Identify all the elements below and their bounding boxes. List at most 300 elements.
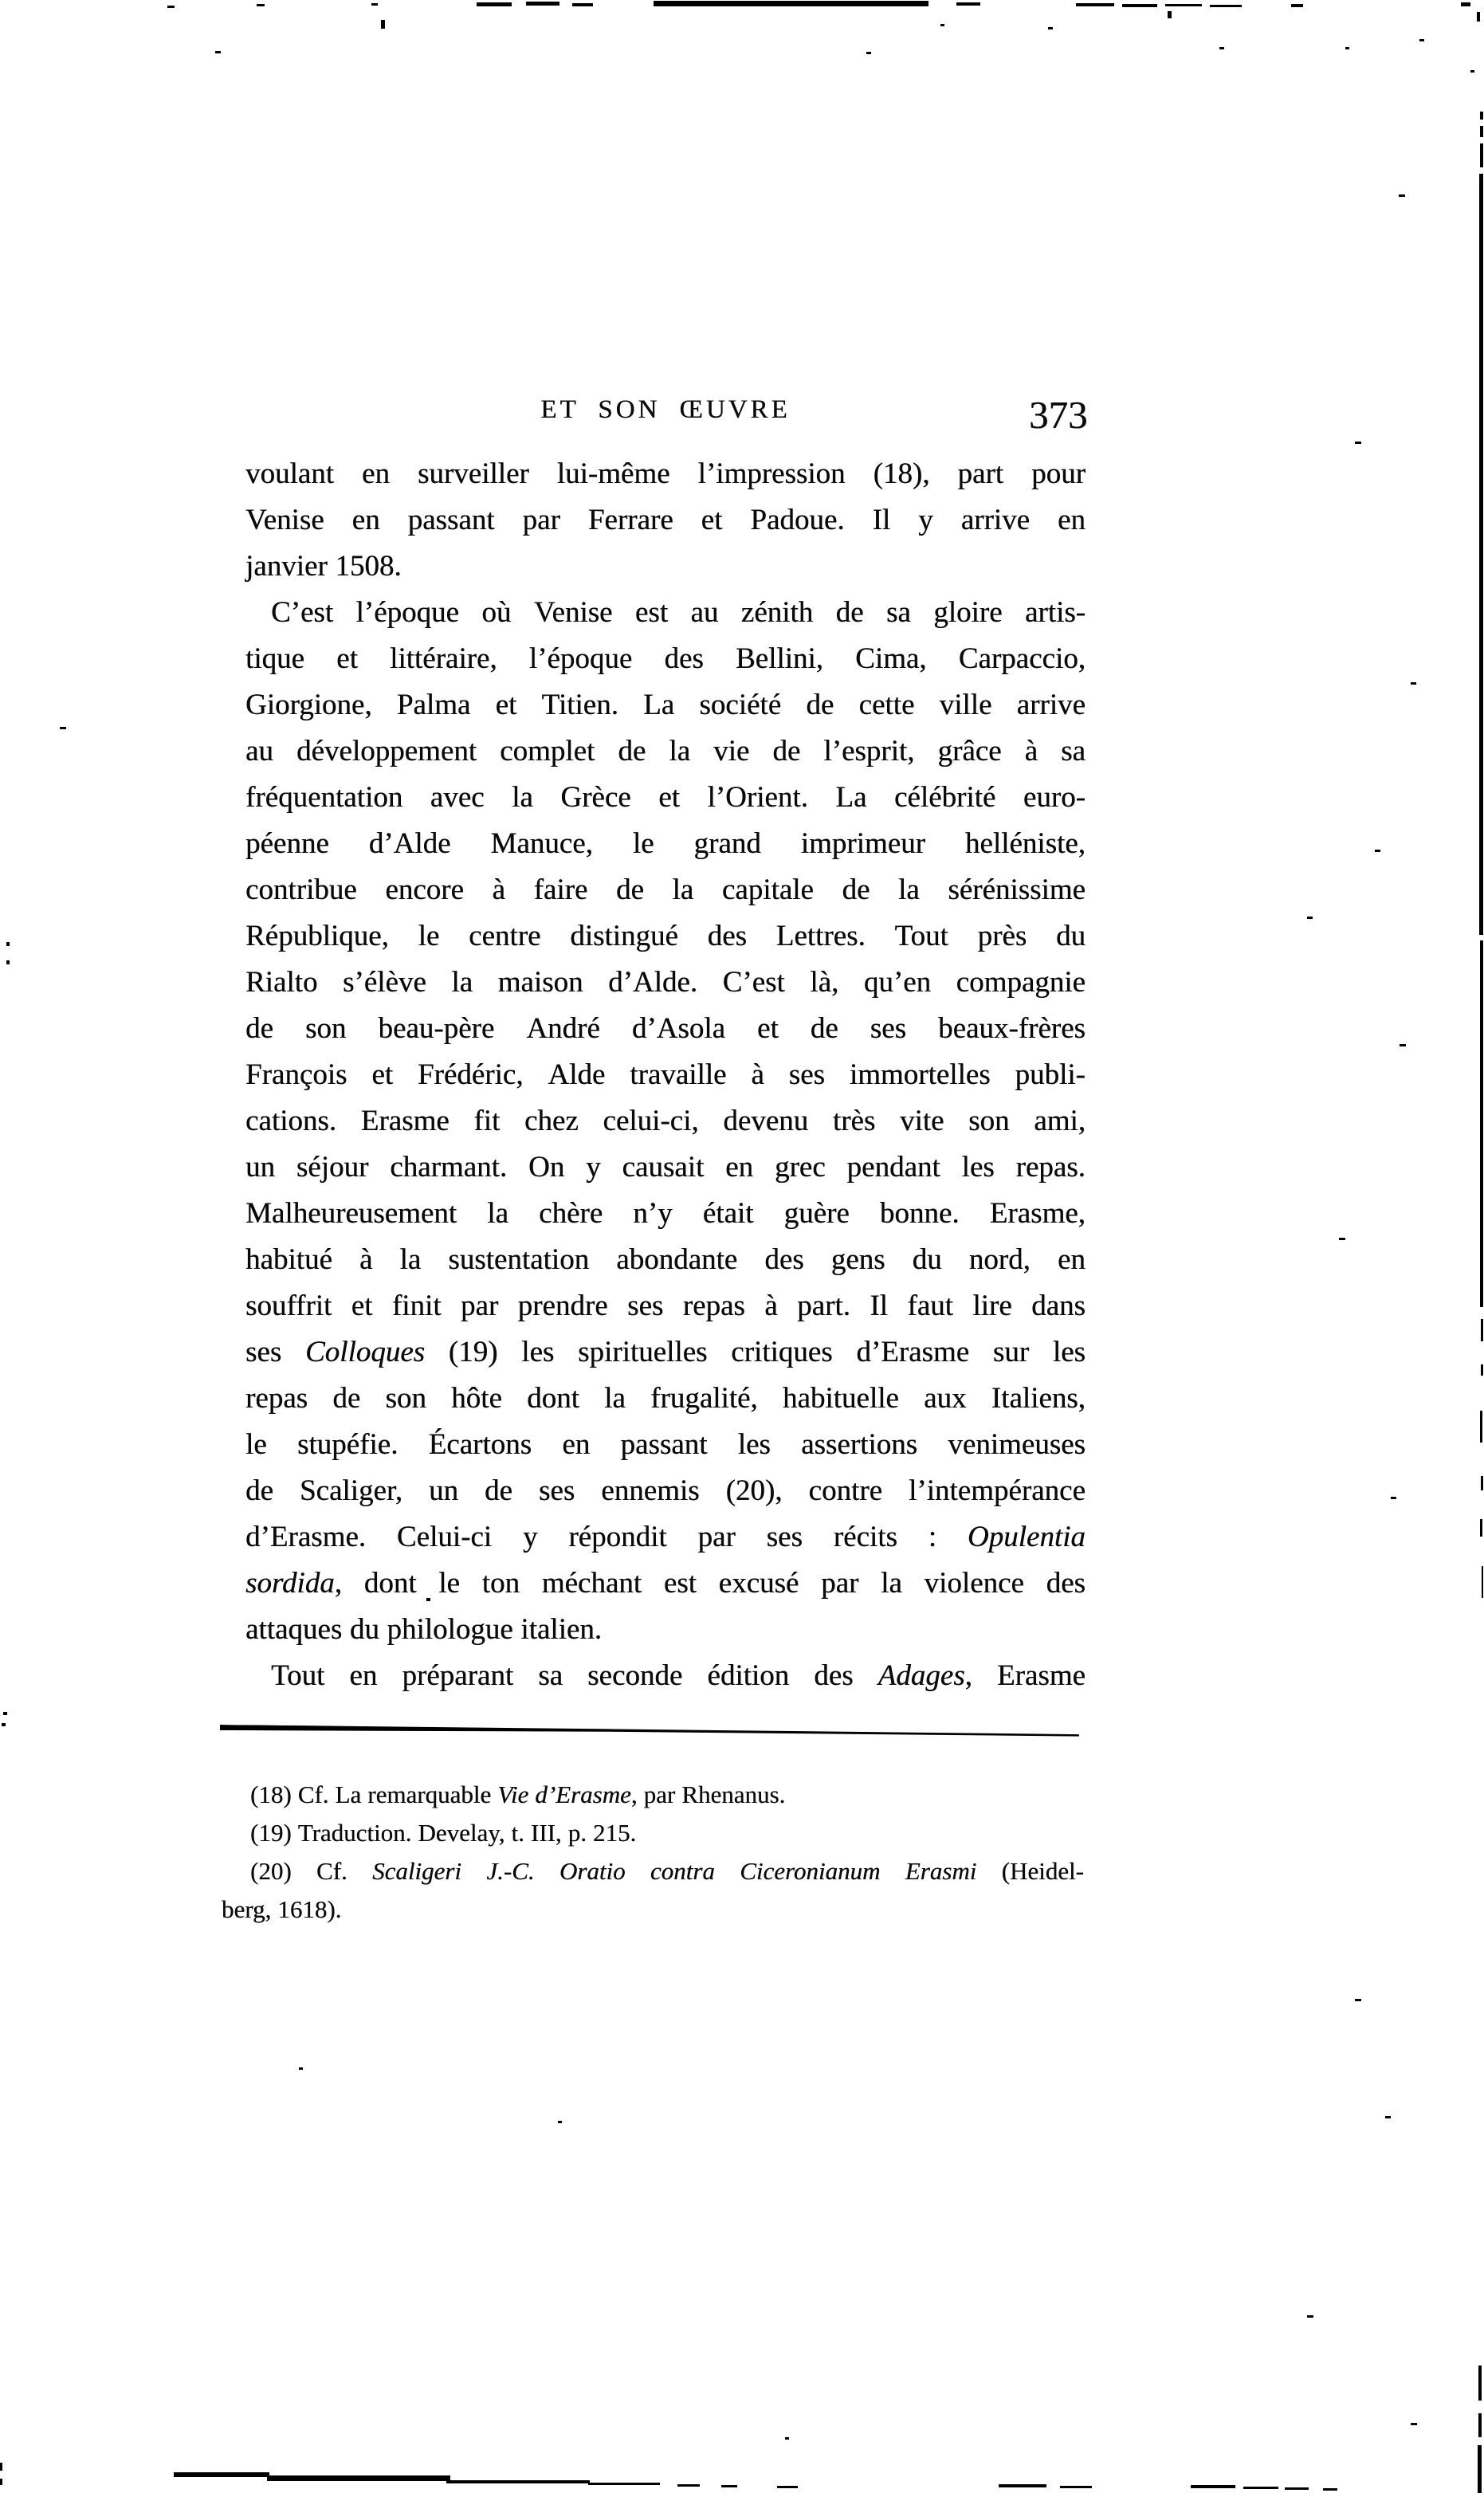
word: du <box>912 1243 942 1276</box>
word: Cf. <box>316 1857 347 1885</box>
word: t. <box>511 1819 524 1847</box>
word: Grèce <box>560 781 631 814</box>
word: son <box>385 1382 426 1415</box>
text-line <box>222 1814 1084 1852</box>
word: d’Alde. <box>608 966 698 999</box>
word: sordida, <box>245 1567 342 1600</box>
word: et <box>336 642 358 675</box>
word: célébrité <box>893 781 996 814</box>
word: d’Alde <box>368 827 451 860</box>
word: Tout <box>271 1659 325 1692</box>
scan-noise-mark <box>3 1712 7 1715</box>
scan-noise-mark <box>371 3 378 6</box>
word: habituelle <box>782 1382 899 1415</box>
word: y <box>522 1521 538 1553</box>
word: prendre <box>517 1290 608 1322</box>
word: gens <box>830 1243 885 1276</box>
word: par <box>460 1290 499 1322</box>
scan-noise-mark <box>1477 12 1480 22</box>
word: séjour <box>296 1151 369 1184</box>
text-line <box>245 1237 1086 1283</box>
word: 1508. <box>335 550 402 583</box>
word: la <box>669 735 691 768</box>
scan-noise-mark <box>1307 2315 1313 2318</box>
word: en <box>1058 504 1086 536</box>
word: imprimeur <box>800 827 925 860</box>
word: Oratio <box>559 1857 626 1885</box>
word: Palma <box>396 689 471 721</box>
word: de <box>835 596 864 629</box>
word: Il <box>870 1290 888 1322</box>
word: à <box>492 874 505 906</box>
word: sérénissime <box>948 874 1086 906</box>
word: très <box>832 1105 876 1137</box>
word: travaille <box>630 1058 727 1091</box>
word: est <box>634 596 669 629</box>
text-line <box>245 1422 1086 1468</box>
word: André <box>526 1012 600 1045</box>
word: et <box>495 689 517 721</box>
text-line <box>245 1376 1086 1422</box>
word: le <box>438 1567 460 1600</box>
word: un <box>245 1151 275 1184</box>
word: l’Orient. <box>707 781 808 814</box>
scan-noise-mark <box>1307 917 1313 919</box>
word: maison <box>497 966 583 999</box>
word: son <box>304 1012 347 1045</box>
scan-noise-mark <box>257 4 265 6</box>
scan-noise-mark <box>1339 1238 1345 1240</box>
scan-noise-mark <box>1478 2365 1482 2401</box>
word: ses <box>788 1058 825 1091</box>
word: Venise <box>533 596 613 629</box>
word: du <box>1056 920 1086 952</box>
word: pendant <box>846 1151 940 1184</box>
word: de <box>806 689 834 721</box>
word: souffrit <box>245 1290 332 1322</box>
scan-noise-mark <box>1400 1044 1406 1046</box>
word: complet <box>500 735 595 768</box>
word: devenu <box>723 1105 809 1137</box>
word: charmant. <box>390 1151 508 1184</box>
word: La <box>835 781 867 814</box>
word: Scaliger, <box>299 1474 402 1507</box>
word: voulant <box>245 457 334 490</box>
scan-noise-mark <box>588 2483 660 2485</box>
word: d’Erasme. <box>245 1521 367 1553</box>
word: et <box>351 1290 373 1322</box>
word: contre <box>808 1474 882 1507</box>
word: de <box>332 1382 361 1415</box>
word: sa <box>538 1659 563 1692</box>
word: beaux-frères <box>938 1012 1086 1045</box>
word: l’époque <box>355 596 459 629</box>
word: et <box>701 504 723 536</box>
word: sa <box>1061 735 1086 768</box>
word: venimeuses <box>948 1428 1086 1461</box>
scan-noise-mark <box>1210 5 1242 7</box>
word: là, <box>810 966 839 999</box>
word: grâce <box>937 735 1002 768</box>
scan-noise-mark <box>572 3 593 6</box>
word: de <box>618 735 646 768</box>
scan-noise-mark <box>167 6 175 8</box>
word: en <box>725 1151 754 1184</box>
word: chère <box>539 1197 603 1230</box>
scan-noise-mark <box>1480 940 1483 1307</box>
word: habitué <box>245 1243 332 1276</box>
scan-noise-mark <box>6 942 10 946</box>
text-line <box>245 682 1086 728</box>
scan-noise-mark <box>2 1723 6 1726</box>
footnotes-block <box>222 1776 1084 1929</box>
scan-noise-mark <box>267 2475 450 2481</box>
scan-noise-mark <box>558 2121 562 2123</box>
word: immortelles <box>849 1058 991 1091</box>
word: Erasmi <box>905 1857 977 1885</box>
word: où <box>481 596 512 629</box>
word: de <box>615 874 644 906</box>
word: spirituelles <box>578 1336 708 1368</box>
word: arrive <box>960 504 1031 536</box>
scan-noise-mark <box>654 1 928 6</box>
word: d’Erasme <box>856 1336 970 1368</box>
word: causait <box>622 1151 705 1184</box>
word: préparant <box>402 1659 514 1692</box>
word: contribue <box>245 874 357 906</box>
word: est <box>663 1567 697 1600</box>
scan-noise-mark <box>721 2485 737 2487</box>
word: violence <box>924 1567 1024 1600</box>
word: Cima, <box>855 642 927 675</box>
text-line <box>245 544 1086 590</box>
word: 215. <box>592 1819 637 1847</box>
text-line <box>245 867 1086 913</box>
word: vie <box>713 735 750 768</box>
scan-noise-mark <box>940 24 944 26</box>
word: la <box>399 1243 422 1276</box>
word: des <box>1046 1567 1086 1600</box>
word: Traduction. <box>297 1819 412 1847</box>
word: Titien. <box>541 689 618 721</box>
word: distingué <box>570 920 678 952</box>
word: au <box>690 596 719 629</box>
word: un <box>429 1474 458 1507</box>
word: par <box>697 1521 736 1553</box>
scan-noise-mark <box>1243 2487 1278 2489</box>
word: cette <box>858 689 915 721</box>
word: la <box>512 781 533 814</box>
scan-noise-mark <box>299 2067 303 2070</box>
text-line <box>245 1283 1086 1329</box>
scan-noise-mark <box>1060 2486 1092 2488</box>
word: repas <box>682 1290 745 1322</box>
word: seconde <box>587 1659 683 1692</box>
word: des <box>814 1659 854 1692</box>
word: de <box>810 1012 838 1045</box>
word: Giorgione, <box>245 689 372 721</box>
word: janvier <box>245 550 328 583</box>
word: et <box>757 1012 779 1045</box>
word: en <box>349 1659 378 1692</box>
scan-noise-mark <box>1470 70 1474 73</box>
text-line <box>245 775 1086 821</box>
scan-noise-mark <box>1399 194 1405 197</box>
scan-noise-mark <box>1355 1999 1361 2001</box>
word: (19) <box>250 1819 292 1847</box>
word: Adages, <box>877 1659 972 1692</box>
word: péenne <box>245 827 329 860</box>
word: Malheureusement <box>245 1197 457 1230</box>
word: la <box>604 1382 626 1415</box>
scan-noise-mark <box>1480 112 1483 120</box>
word: les <box>737 1428 771 1461</box>
page-number: 373 <box>1029 393 1088 437</box>
word: d’Asola <box>631 1012 725 1045</box>
word: répondit <box>568 1521 667 1553</box>
scan-noise-mark <box>1480 1519 1482 1537</box>
word: (20), <box>725 1474 783 1507</box>
scan-noise-mark <box>477 2 512 6</box>
word: n’y <box>633 1197 673 1230</box>
word: Tout <box>894 920 948 952</box>
word: les <box>521 1336 555 1368</box>
scan-noise-mark <box>1391 1497 1396 1499</box>
scan-noise-mark <box>1345 47 1349 49</box>
text-line <box>222 1776 1084 1814</box>
text-line <box>245 728 1086 775</box>
word: III, <box>530 1819 562 1847</box>
scan-noise-mark <box>1479 174 1483 935</box>
word: tique <box>245 642 304 675</box>
word: Vie <box>497 1780 529 1808</box>
word: nord, <box>968 1243 1031 1276</box>
word: les <box>1052 1336 1086 1368</box>
word: La <box>335 1780 362 1808</box>
word: par <box>643 1780 676 1808</box>
word: vite <box>899 1105 944 1137</box>
text-line <box>245 821 1086 867</box>
scan-noise-mark <box>1122 4 1157 7</box>
word: Venise <box>245 504 324 536</box>
word: (Heidel- <box>1001 1857 1084 1885</box>
word: publi- <box>1015 1058 1086 1091</box>
scan-noise-mark <box>1411 2423 1417 2425</box>
word: faire <box>533 874 588 906</box>
word: des <box>707 920 747 952</box>
word: ses <box>627 1290 664 1322</box>
scan-noise-mark <box>0 2463 2 2471</box>
scan-noise-mark <box>446 2480 590 2483</box>
word: abondante <box>616 1243 738 1276</box>
scan-noise-mark <box>60 727 66 729</box>
word: bonne. <box>879 1197 960 1230</box>
scan-noise-mark <box>1480 1411 1482 1443</box>
word: C’est <box>722 966 785 999</box>
word: Cf. <box>297 1780 329 1808</box>
scan-noise-mark <box>1355 442 1361 444</box>
word: philologue <box>387 1613 513 1646</box>
word: littéraire, <box>390 642 497 675</box>
text-line <box>245 1191 1086 1237</box>
word: fréquentation <box>245 781 403 814</box>
word: en <box>362 457 390 490</box>
text-line <box>245 451 1086 497</box>
word: C’est <box>271 596 334 629</box>
scan-noise-mark <box>1481 1319 1483 1341</box>
text-line <box>245 1514 1086 1561</box>
word: au <box>245 735 273 768</box>
word: Ciceronianum <box>740 1857 881 1885</box>
word: l’esprit, <box>823 735 915 768</box>
word: Erasme, <box>989 1197 1086 1230</box>
word: chez <box>524 1105 579 1137</box>
text-line <box>245 960 1086 1006</box>
scan-noise-mark <box>426 1598 430 1601</box>
scan-noise-mark <box>956 2 980 6</box>
scan-noise-mark <box>1168 11 1172 18</box>
word: guère <box>783 1197 850 1230</box>
word: Rhenanus. <box>681 1780 786 1808</box>
scan-noise-mark <box>1385 2116 1391 2118</box>
text-line <box>245 636 1086 682</box>
scan-noise-mark <box>1291 4 1303 7</box>
word: des <box>664 642 704 675</box>
word: de <box>245 1474 273 1507</box>
word: Rialto <box>245 966 318 999</box>
word: J.-C. <box>486 1857 535 1885</box>
word: à <box>359 1243 373 1276</box>
word: compagnie <box>956 966 1086 999</box>
scan-noise-mark <box>1191 2485 1235 2488</box>
word: la <box>881 1567 902 1600</box>
scan-noise-mark <box>1076 3 1114 6</box>
word: (18) <box>250 1780 292 1808</box>
word: et <box>371 1058 394 1091</box>
word: (19) <box>448 1336 498 1368</box>
word: ses <box>539 1474 575 1507</box>
text-line <box>222 1890 1084 1929</box>
word: lire <box>972 1290 1012 1322</box>
word: faut <box>907 1290 953 1322</box>
word: ses <box>870 1012 907 1045</box>
scan-noise-mark <box>1323 2488 1337 2491</box>
scan-noise-mark <box>777 2486 798 2488</box>
word: passant <box>407 504 495 536</box>
word: Erasme <box>996 1659 1086 1692</box>
word: passant <box>620 1428 708 1461</box>
word: repas. <box>1015 1151 1086 1184</box>
text-line <box>245 1329 1086 1376</box>
word: Bellini, <box>735 642 823 675</box>
word: ses <box>245 1336 282 1368</box>
word: société <box>699 689 782 721</box>
scan-noise-mark <box>1481 1476 1483 1490</box>
scan-noise-mark <box>1478 2413 1482 2437</box>
scan-noise-mark <box>866 52 871 54</box>
word: cations. <box>245 1105 337 1137</box>
text-line <box>245 590 1086 636</box>
word: euro- <box>1023 781 1086 814</box>
word: surveiller <box>417 457 529 490</box>
word: de <box>772 735 801 768</box>
word: grand <box>693 827 761 860</box>
word: d’Erasme, <box>535 1780 638 1808</box>
word: le <box>245 1428 267 1461</box>
word: critiques <box>731 1336 833 1368</box>
text-line <box>245 1006 1086 1052</box>
scan-noise-mark <box>1419 39 1424 41</box>
word: s’élève <box>343 966 426 999</box>
word: à <box>1024 735 1038 768</box>
word: La <box>643 689 675 721</box>
scan-noise-mark <box>1285 2487 1309 2490</box>
word: assertions <box>801 1428 918 1461</box>
word: beau-père <box>378 1012 495 1045</box>
word: à <box>764 1290 778 1322</box>
word: Frédéric, <box>417 1058 524 1091</box>
word: Ferrare <box>587 504 673 536</box>
running-header-title: ET SON ŒUVRE <box>540 395 791 424</box>
word: Il <box>872 504 891 536</box>
word: attaques <box>245 1613 343 1646</box>
word: ami, <box>1034 1105 1086 1137</box>
word: qu’en <box>863 966 932 999</box>
word: des <box>764 1243 804 1276</box>
word: Padoue. <box>750 504 845 536</box>
word: On <box>528 1151 565 1184</box>
word: l’époque <box>528 642 633 675</box>
word: en <box>351 504 380 536</box>
scan-noise-mark <box>1219 47 1224 49</box>
word: italien. <box>520 1613 603 1646</box>
word: part. <box>797 1290 850 1322</box>
word: de <box>245 1012 273 1045</box>
word: dont <box>363 1567 417 1600</box>
word: de <box>485 1474 512 1507</box>
word: contra <box>650 1857 715 1885</box>
word: part <box>957 457 1004 490</box>
word: p. <box>567 1819 587 1847</box>
word: Opulentia <box>967 1521 1086 1553</box>
scan-noise-mark <box>1375 850 1380 852</box>
word: encore <box>385 874 464 906</box>
word: y <box>586 1151 601 1184</box>
word: développement <box>296 735 477 768</box>
word: Celui-ci <box>396 1521 493 1553</box>
word: zénith <box>740 596 814 629</box>
word: avec <box>430 781 485 814</box>
word: sa <box>885 596 911 629</box>
word: grec <box>774 1151 826 1184</box>
word: récits <box>833 1521 897 1553</box>
scan-noise-mark <box>1048 27 1053 29</box>
word: Scaligeri <box>372 1857 461 1885</box>
word: la <box>451 966 473 999</box>
scan-noise-mark <box>1480 143 1483 167</box>
text-line <box>245 1607 1086 1653</box>
word: arrive <box>1016 689 1086 721</box>
word: de <box>842 874 870 906</box>
footnote-separator-rule <box>220 1725 1079 1737</box>
word: gloire <box>933 596 1003 629</box>
text-line <box>245 497 1086 544</box>
scan-noise-mark <box>215 51 221 53</box>
word: capitale <box>721 874 814 906</box>
word: frugalité, <box>650 1382 758 1415</box>
word: ennemis <box>601 1474 700 1507</box>
word: fit <box>473 1105 501 1137</box>
